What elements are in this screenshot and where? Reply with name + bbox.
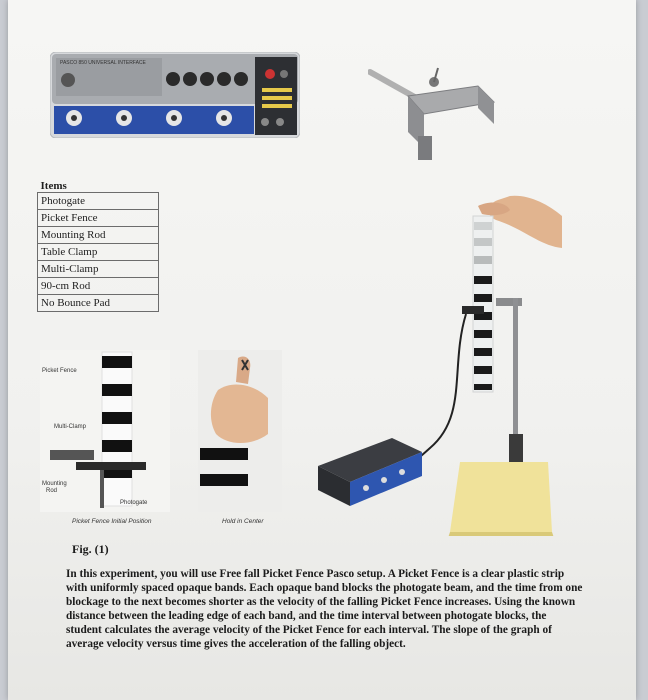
- table-row: [38, 278, 159, 295]
- caption-hold-in-center: Hold in Center: [222, 518, 264, 525]
- interface-brand-label: PASCO 850 UNIVERSAL INTERFACE: [60, 60, 146, 66]
- table-cell: Table Clamp: [38, 244, 159, 261]
- free-fall-setup-photo: [300, 186, 570, 536]
- table-clamp-photo: [368, 66, 498, 162]
- label-picket-fence: Picket Fence: [42, 368, 77, 374]
- table-row: [38, 261, 159, 278]
- table-row: [38, 210, 159, 227]
- table-cell: 90-cm Rod: [38, 278, 159, 295]
- table-cell: Picket Fence: [38, 210, 159, 227]
- table-row: [38, 244, 159, 261]
- label-mounting-rod-1: Mounting: [42, 481, 67, 487]
- table-cell: No Bounce Pad: [38, 295, 159, 312]
- picket-fence-initial-position-photo: [40, 350, 170, 512]
- table-row: [38, 227, 159, 244]
- table-cell: Mounting Rod: [38, 227, 159, 244]
- description-paragraph: In this experiment, you will use Free fall Picket Fence Pasco setup. A Picket Fence is a clear plastic strip with uniformly spaced opaque bands. Each opaque band blocks the photogate beam, and the time from one blockage to the next becomes shorter as the velocity of the falling Picket Fence increases. Using the known distance between the leading edge of each band, and the time interval between photogate blocks, the student calculates the average velocity of the Picket Fence for each interval. The slope of the graph of average velocity versus time gives the acceleration of the falling object.: [66, 568, 583, 650]
- table-cell: Photogate: [38, 193, 159, 210]
- figure-caption: Fig. (1): [72, 542, 109, 556]
- hold-in-center-photo: [198, 350, 282, 512]
- table-cell: Multi-Clamp: [38, 261, 159, 278]
- caption-initial-position: Picket Fence Initial Position: [72, 518, 152, 525]
- items-table-header: Items: [38, 180, 159, 193]
- items-table: [37, 180, 159, 312]
- table-row: [38, 193, 159, 210]
- table-row: [38, 295, 159, 312]
- universal-interface-photo: [50, 52, 300, 138]
- label-mounting-rod-2: Rod: [46, 488, 58, 494]
- label-photogate: Photogate: [120, 500, 148, 506]
- label-multi-clamp: Multi-Clamp: [54, 424, 87, 430]
